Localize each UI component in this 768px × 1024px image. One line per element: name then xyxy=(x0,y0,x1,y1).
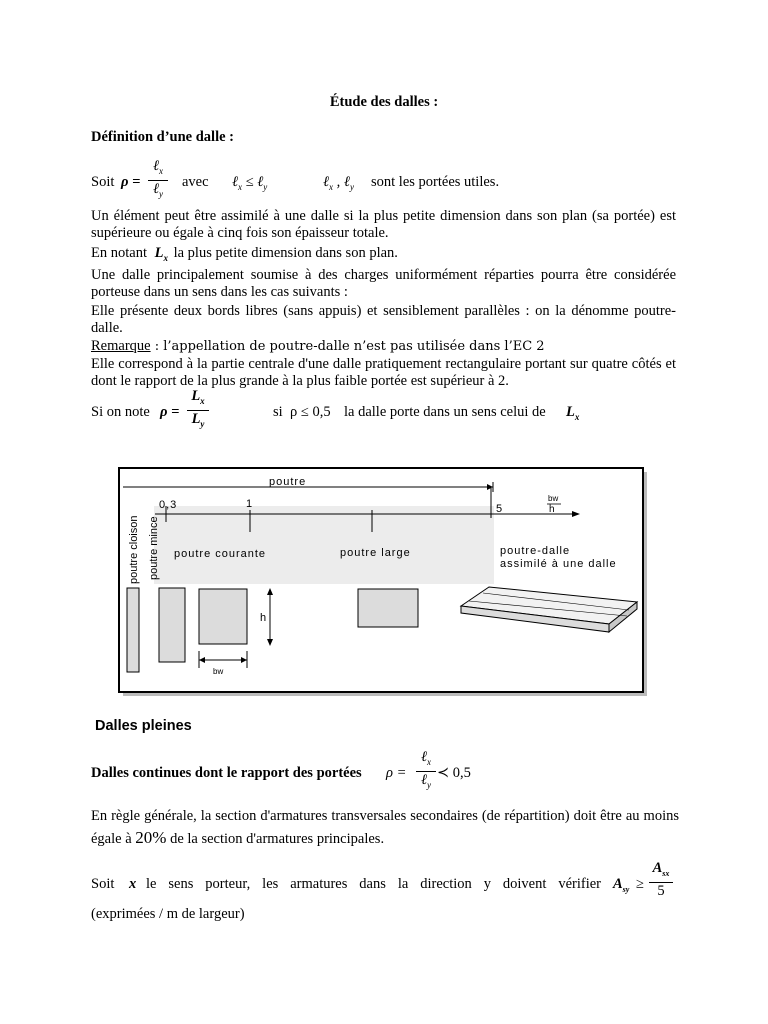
definition-heading: Définition d’une dalle : xyxy=(91,129,234,145)
assimile-label: assimilé à une dalle xyxy=(500,558,617,570)
paragraph-bords-libres: Elle présente deux bords libres (sans appuis) et sensiblement parallèles : on la dénomme poutre-dalle. xyxy=(91,303,676,336)
remarque: Remarque : l’appellation de poutre-dalle n’est pas utilisée dans l’EC 2 xyxy=(91,338,545,354)
paragraph-charges: Une dalle principalement soumise à des charges uniformément réparties pourra être considérée porteuse dans un sens dans les cas suivants : xyxy=(91,267,676,300)
dalle-porte-text: la dalle porte dans un sens celui de xyxy=(344,404,546,420)
soit-label: Soit xyxy=(91,174,115,190)
poutre-cloison-label: poutre cloison xyxy=(128,515,140,584)
portees-symbols: ℓ$_x$ , ℓ$_y$ xyxy=(323,174,354,192)
ratio-h: h xyxy=(549,504,555,515)
section-heading-dalles-pleines: Dalles pleines xyxy=(95,718,192,734)
rho-symbol-2: ρ = xyxy=(160,404,180,420)
section-large xyxy=(358,589,418,627)
poutre-mince-label: poutre mince xyxy=(148,516,160,580)
ge-symbol: ≥ xyxy=(636,876,644,892)
tick-5: 5 xyxy=(496,503,504,515)
rho-fraction-3: ℓ$_x$ ℓ$_y$ xyxy=(416,750,436,793)
sens-porteur-text: le sens porteur, les armatures dans la direction y doivent vérifier xyxy=(146,876,601,892)
rho-condition: ρ ≤ 0,5 xyxy=(290,404,331,420)
poutre-dalle-label: poutre-dalle xyxy=(500,545,571,557)
si-label: si xyxy=(273,404,283,420)
rho-symbol: ρ = xyxy=(121,174,141,190)
rho-condition-3: ≺ 0,5 xyxy=(437,765,471,781)
paragraph-notation: En notant $L_x$ la plus petite dimension dans son plan. xyxy=(91,245,398,263)
portees-text: sont les portées utiles. xyxy=(371,174,500,190)
x-symbol: x xyxy=(129,876,137,892)
lx-symbol: $L_x$ xyxy=(566,404,580,422)
rho-fraction: ℓ$_x$ ℓ$_y$ xyxy=(148,159,168,202)
tick-1: 1 xyxy=(246,498,254,510)
rho-fraction-L: $L_x$ $L_y$ xyxy=(187,389,209,432)
paragraph-definition: Un élément peut être assimilé à une dalle si la plus petite dimension dans son plan (sa portée) est supérieure ou égale à cinq fois son épaisseur totale. xyxy=(91,208,676,241)
avec-label: avec xyxy=(182,174,209,190)
paragraph-unit-note: (exprimées / m de largeur) xyxy=(91,906,245,922)
ratio-bw: bw xyxy=(548,494,559,503)
section-mince xyxy=(159,588,185,662)
range-band xyxy=(154,506,494,584)
page-title: Étude des dalles : xyxy=(329,94,439,110)
poutre-label: poutre xyxy=(269,476,307,488)
poutre-courante-label: poutre courante xyxy=(174,548,267,560)
paragraph-armatures-secondaires: En règle générale, la section d'armatures transversales secondaires (de répartition) doit être au moins égale à 20% de la section d'armatures principales. xyxy=(91,808,679,847)
condition-lx-ly: ℓ$_x$ ≤ ℓ$_y$ xyxy=(232,174,268,192)
tick-0-3: 0,3 xyxy=(159,499,178,511)
section-cloison xyxy=(127,588,139,672)
si-on-note-label: Si on note xyxy=(91,404,150,420)
bw-label: bw xyxy=(213,667,224,676)
asx-fraction: $A_{sx}$ 5 xyxy=(649,861,673,899)
paragraph-partie-centrale: Elle correspond à la partie centrale d'une dalle pratiquement rectangulaire portant sur quatre côtés et dont le rapport de la plus grande à la plus faible portée est supérieur à 2. xyxy=(91,356,676,389)
dalles-continues-text: Dalles continues dont le rapport des portées xyxy=(91,765,362,781)
asy-symbol: $A_{sy}$ xyxy=(613,876,630,894)
h-label: h xyxy=(260,612,267,624)
remarque-label: Remarque xyxy=(91,338,151,354)
poutre-large-label: poutre large xyxy=(340,547,411,559)
soit-label-2: Soit xyxy=(91,876,115,892)
beam-classification-diagram xyxy=(117,466,647,696)
section-courante xyxy=(199,589,247,644)
rho-symbol-3: ρ = xyxy=(386,765,407,781)
